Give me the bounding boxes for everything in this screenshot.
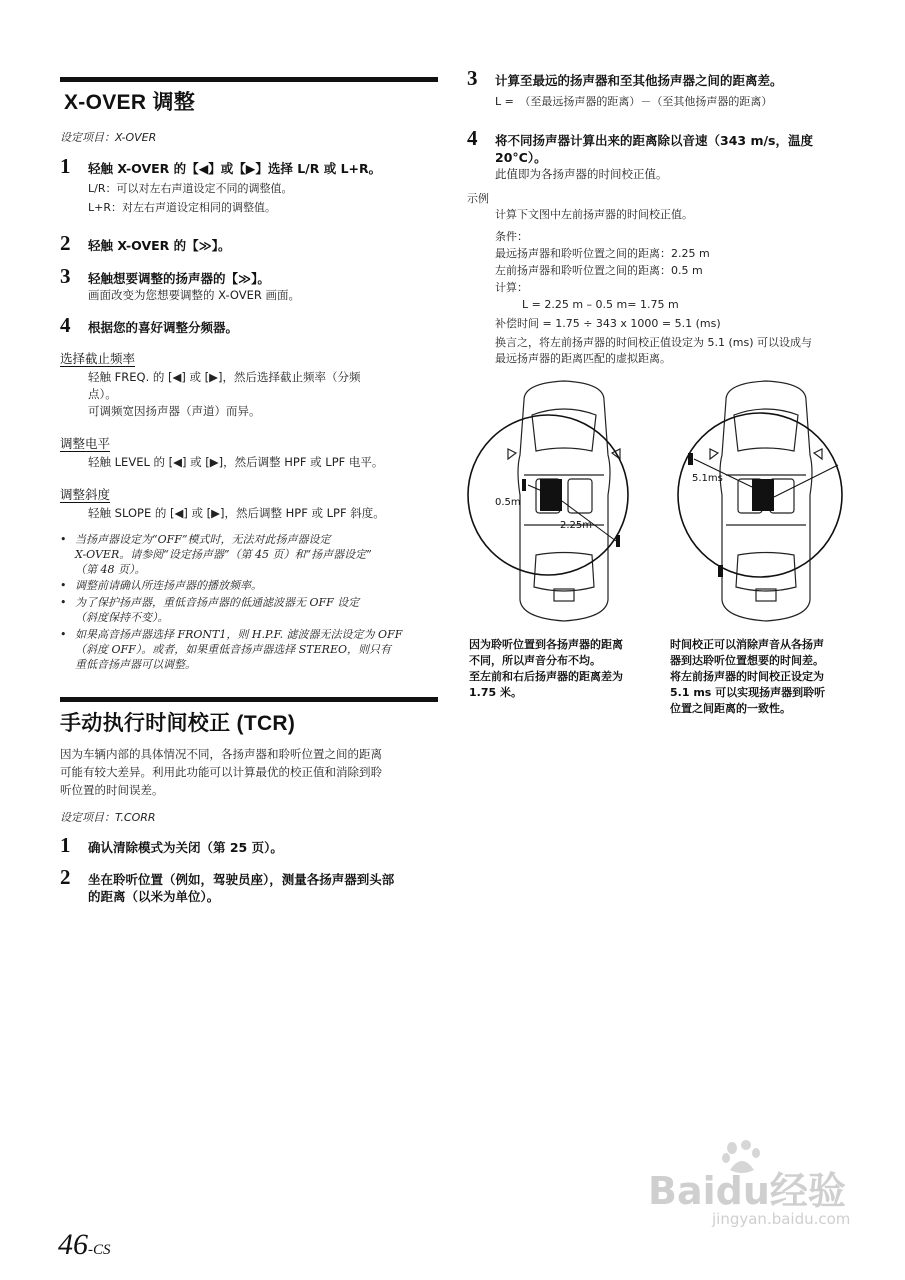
virtual-speaker-front-left (688, 453, 693, 465)
subsection-cutoff-line3: 可调频宽因扬声器（声道）而异。 (88, 404, 261, 418)
caption-right-line4: 5.1 ms 可以实现扬声器到聆听 (670, 686, 826, 699)
distance-line-right (774, 465, 838, 497)
note-bullet-2: • (60, 579, 67, 592)
car-diagram-corrected (668, 375, 864, 635)
note-4-line2: （斜度 OFF）。或者，如果重低音扬声器选择 STEREO，则只有 (75, 643, 392, 656)
example-line-5: 计算： (495, 281, 528, 294)
calc-step3-text: 计算至最远的扬声器和至其他扬声器之间的距离差。 (495, 73, 783, 88)
tcr-step1-number: 1 (60, 833, 71, 857)
speaker-front-left (522, 479, 526, 491)
caption-left-line4: 1.75 米。 (469, 686, 522, 699)
distance-line-near (528, 485, 542, 491)
watermark-url: jingyan.baidu.com (712, 1210, 851, 1228)
note-1-line1: 当扬声器设定为“OFF”模式时，无法对此扬声器设定 (75, 533, 331, 546)
xover-step1-number: 1 (60, 154, 71, 178)
example-line-4: 左前扬声器和聆听位置之间的距离：0.5 m (495, 264, 703, 277)
page-number (58, 1228, 111, 1262)
tcr-title: 手动执行时间校正 (TCR) (60, 712, 296, 735)
calc-step4-line2: 20°C）。 (495, 150, 547, 165)
note-bullet-3: • (60, 596, 67, 609)
tcr-intro-line1: 因为车辆内部的具体情况不同，各扬声器和聆听位置之间的距离 (60, 747, 382, 761)
subsection-cutoff-line2: 点）。 (88, 387, 117, 401)
subsection-level-line1: 轻触 LEVEL 的 [◀] 或 [▶]，然后调整 HPF 或 LPF 电平。 (88, 455, 384, 469)
subsection-title-level: 调整电平 (60, 436, 111, 451)
example-line-3: 最远扬声器和聆听位置之间的距离：2.25 m (495, 247, 710, 260)
page-number-digits: 46 (58, 1228, 88, 1261)
calc-step4-number: 4 (467, 126, 478, 150)
calc-step3-number: 3 (467, 66, 478, 90)
calc-step3-formula: L = （至最远扬声器的距离）－（至其他扬声器的距离） (495, 95, 773, 108)
note-bullet-1: • (60, 533, 67, 546)
speaker-rear-right (616, 535, 620, 547)
xover-step3-number: 3 (60, 264, 71, 288)
tcr-step2-line1: 坐在聆听位置（例如，驾驶员座），测量各扬声器到头部 (88, 872, 395, 887)
subsection-slope-line1: 轻触 SLOPE 的 [◀] 或 [▶]，然后调整 HPF 或 LPF 斜度。 (88, 506, 385, 520)
xover-step3-text: 轻触想要调整的扬声器的【≫】。 (88, 271, 270, 286)
watermark-logo: Baidu经验 (648, 1169, 846, 1213)
example-line-1: 计算下文图中左前扬声器的时间校正值。 (495, 208, 693, 221)
tcr-intro-line3: 听位置的时间误差。 (60, 783, 164, 797)
caption-right-line3: 将左前扬声器的时间校正设定为 (670, 670, 824, 683)
caption-left-line3: 至左前和右后扬声器的距离差为 (469, 670, 623, 683)
xover-title: X-OVER 调整 (64, 91, 196, 114)
note-bullet-4: • (60, 628, 67, 641)
diagram-label-far: 2.25m (560, 520, 593, 531)
xover-setting-item: 设定项目：X-OVER (60, 131, 157, 144)
listener-head-marker (540, 479, 562, 511)
note-2-line1: 调整前请确认所连扬声器的播放频率。 (75, 579, 262, 592)
note-1-line2: X-OVER。请参阅“设定扬声器”（第 45 页）和“扬声器设定” (75, 548, 372, 561)
listener-head-marker-corrected (752, 479, 774, 511)
example-line-7: 补偿时间 = 1.75 ÷ 343 x 1000 = 5.1 (ms) (495, 317, 721, 330)
caption-right-line1: 时间校正可以消除声音从各扬声 (670, 638, 824, 651)
xover-step2-text: 轻触 X-OVER 的【≫】。 (88, 238, 231, 253)
tcr-step2-line2: 的距离（以米为单位）。 (88, 889, 220, 904)
xover-step2-number: 2 (60, 231, 71, 255)
note-4-line3: 重低音扬声器可以调整。 (75, 658, 196, 671)
diagram-label-near: 0.5m (495, 497, 521, 508)
caption-right-line2: 器到达聆听位置想要的时间差。 (670, 654, 824, 667)
page-number-suffix: -CS (88, 1242, 111, 1258)
section-rule-xover (60, 77, 438, 82)
example-line-6: L = 2.25 m – 0.5 m= 1.75 m (522, 298, 679, 311)
xover-step1-detail-lr: L/R：可以对左右声道设定不同的调整值。 (88, 182, 293, 195)
note-3-line2: （斜度保持不变）。 (75, 611, 169, 624)
diagram-label-time: 5.1ms (692, 473, 723, 484)
subsection-title-cutoff: 选择截止频率 (60, 351, 136, 366)
calc-step4-line1: 将不同扬声器计算出来的距离除以音速（343 m/s，温度 (495, 133, 813, 148)
xover-step4-number: 4 (60, 313, 71, 337)
caption-left-line2: 不同，所以声音分布不均。 (469, 654, 601, 667)
xover-step3-detail: 画面改变为您想要调整的 X-OVER 画面。 (88, 288, 301, 302)
xover-step4-text: 根据您的喜好调整分频器。 (88, 320, 239, 335)
xover-step1-detail-lplusr: L+R：对左右声道设定相同的调整值。 (88, 201, 276, 214)
caption-right-line5: 位置之间距离的一致性。 (670, 702, 791, 715)
example-line-2: 条件： (495, 230, 528, 243)
section-rule-tcr (60, 697, 438, 702)
tcr-setting-item: 设定项目：T.CORR (60, 811, 156, 824)
note-4-line1: 如果高音扬声器选择 FRONT1，则 H.P.F. 滤波器无法设定为 OFF (75, 628, 403, 641)
example-line-9: 最远扬声器的距离匹配的虚拟距离。 (495, 352, 671, 365)
calc-step4-detail: 此值即为各扬声器的时间校正值。 (495, 167, 668, 181)
tcr-step2-number: 2 (60, 865, 71, 889)
subsection-title-slope: 调整斜度 (60, 487, 111, 502)
xover-step1-text: 轻触 X-OVER 的【◀】或【▶】选择 L/R 或 L+R。 (88, 161, 382, 176)
note-3-line1: 为了保护扬声器，重低音扬声器的低通滤波器无 OFF 设定 (75, 596, 360, 609)
tcr-intro-line2: 可能有较大差异。利用此功能可以计算最优的校正值和消除到聆 (60, 765, 382, 779)
example-line-8: 换言之，将左前扬声器的时间校正值设定为 5.1 (ms) 可以设成与 (495, 336, 813, 349)
caption-left-line1: 因为聆听位置到各扬声器的距离 (469, 638, 623, 651)
speaker-rear-left (718, 565, 723, 577)
subsection-cutoff-line1: 轻触 FREQ. 的 [◀] 或 [▶]，然后选择截止频率（分频 (88, 370, 361, 384)
tcr-step1-text: 确认清除模式为关闭（第 25 页）。 (88, 840, 283, 855)
note-1-line3: （第 48 页）。 (75, 563, 146, 576)
example-label: 示例 (467, 192, 489, 205)
